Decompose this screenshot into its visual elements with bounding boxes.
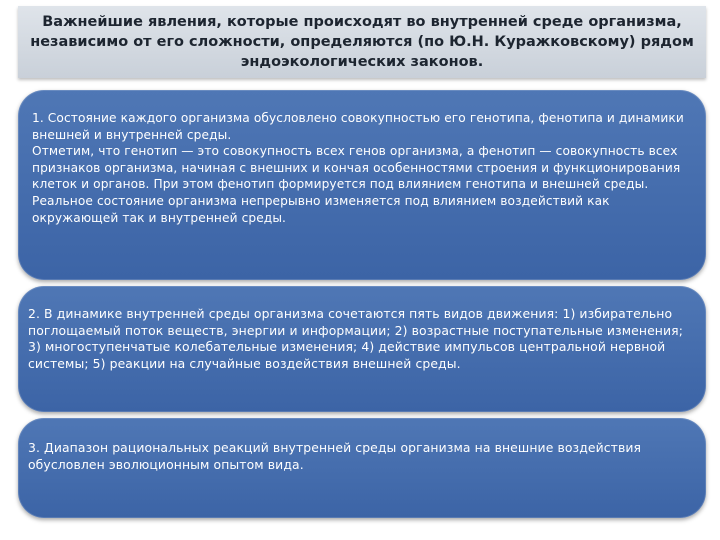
law-panel-3 [18,418,706,518]
law-panel-1 [18,90,706,280]
slide-title: Важнейшие явления, которые происходят во внутренней среде организма, независимо от его сложности, определяются (по Ю.Н. Куражковскому) рядом эндоэкологических законов. [30,14,694,70]
law-1-explanation: Отметим, что генотип — это совокупность всех генов организма, а фенотип — совокупность всех признаков организма, начиная с внешних и кончая особенностями строения и функционирования клеток и органов. При этом фенотип формируется под влиянием генотипа и внешней среды. Реальное состояние организма непрерывно изменяется под влиянием воздействий как окружающей так и внутренней среды. [32,144,681,225]
law-panel-2 [18,286,706,412]
law-1-statement: 1. Состояние каждого организма обусловлено совокупностью его генотипа, фенотипа и динамики внешней и внутренней среды. [32,111,684,142]
law-3-statement: 3. Диапазон рациональных реакций внутренней среды организма на внешние воздействия обусловлен эволюционным опытом вида. [28,440,642,472]
title-banner [18,6,706,78]
law-2-statement: 2. В динамике внутренней среды организма сочетаются пять видов движения: 1) избирательно поглощаемый поток веществ, энергии и информации; 2) возрастные поступательные изменения; 3) многоступенчатые колебательные изменения; 4) действие импульсов центральной нервной системы; 5) реакции на случайные воздействия внешней среды. [28,306,683,371]
